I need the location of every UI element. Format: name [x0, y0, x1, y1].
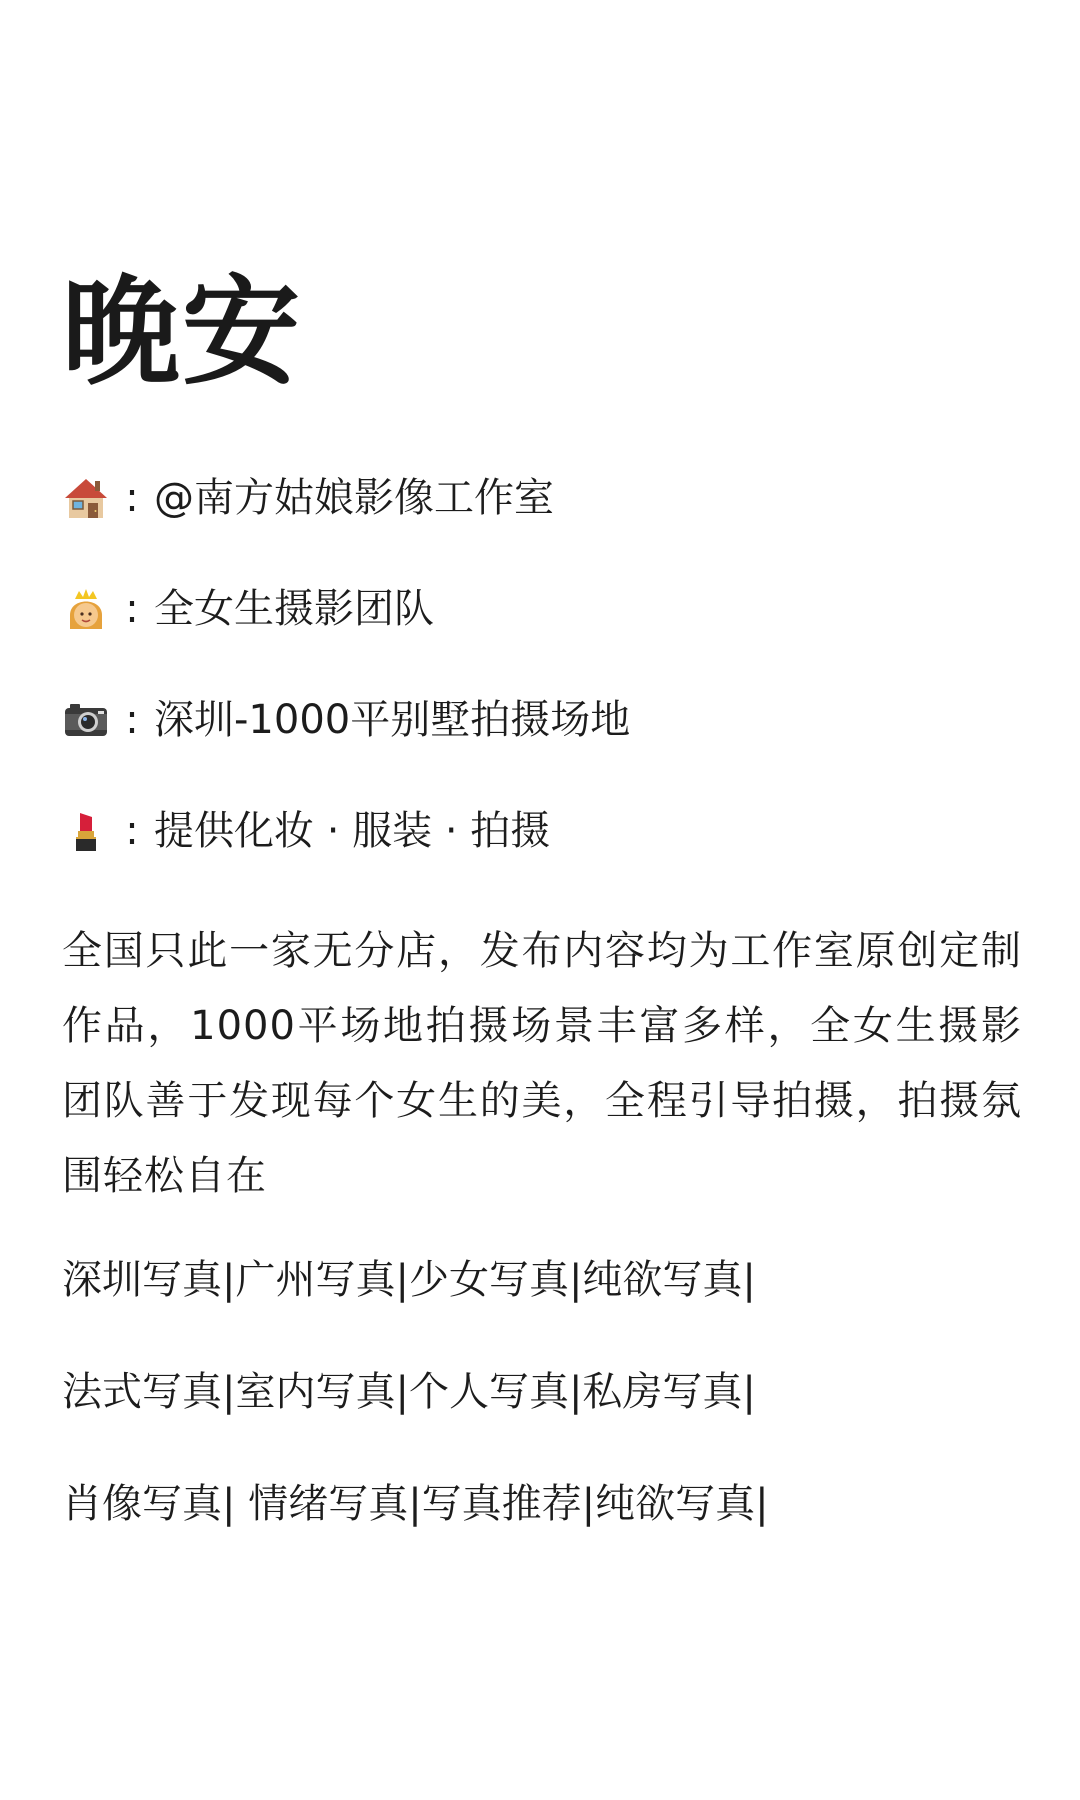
info-separator: :: [125, 697, 139, 743]
hashtag-list: [62, 1250, 1022, 1586]
info-text-location: 深圳-1000平别墅拍摄场地: [154, 697, 631, 743]
info-separator: :: [125, 808, 139, 854]
info-row-location: [62, 690, 1022, 750]
tag-line: 肖像写真| 情绪写真|写真推荐|纯欲写真|: [62, 1481, 769, 1527]
info-separator: :: [125, 475, 139, 521]
info-separator: :: [125, 586, 139, 632]
princess-icon: [62, 585, 110, 633]
lipstick-icon: [62, 807, 110, 855]
house-icon: [62, 474, 110, 522]
info-text-studio: @南方姑娘影像工作室: [154, 475, 554, 521]
description-paragraph: 全国只此一家无分店，发布内容均为工作室原创定制作品，1000平场地拍摄场景丰富多样，全女生摄影团队善于发现每个女生的美，全程引导拍摄，拍摄氛围轻松自在: [62, 928, 1022, 1199]
info-row-studio: [62, 468, 1022, 528]
tag-line: 法式写真|室内写真|个人写真|私房写真|: [62, 1369, 756, 1415]
info-list: [62, 468, 1022, 912]
camera-icon: [62, 696, 110, 744]
tag-line: 深圳写真|广州写真|少女写真|纯欲写真|: [62, 1257, 756, 1303]
info-row-team: [62, 579, 1022, 639]
info-text-team: 全女生摄影团队: [154, 586, 434, 632]
page-title: 晚安: [62, 263, 303, 401]
info-row-services: [62, 801, 1022, 861]
info-text-services: 提供化妆 · 服装 · 拍摄: [154, 808, 551, 854]
